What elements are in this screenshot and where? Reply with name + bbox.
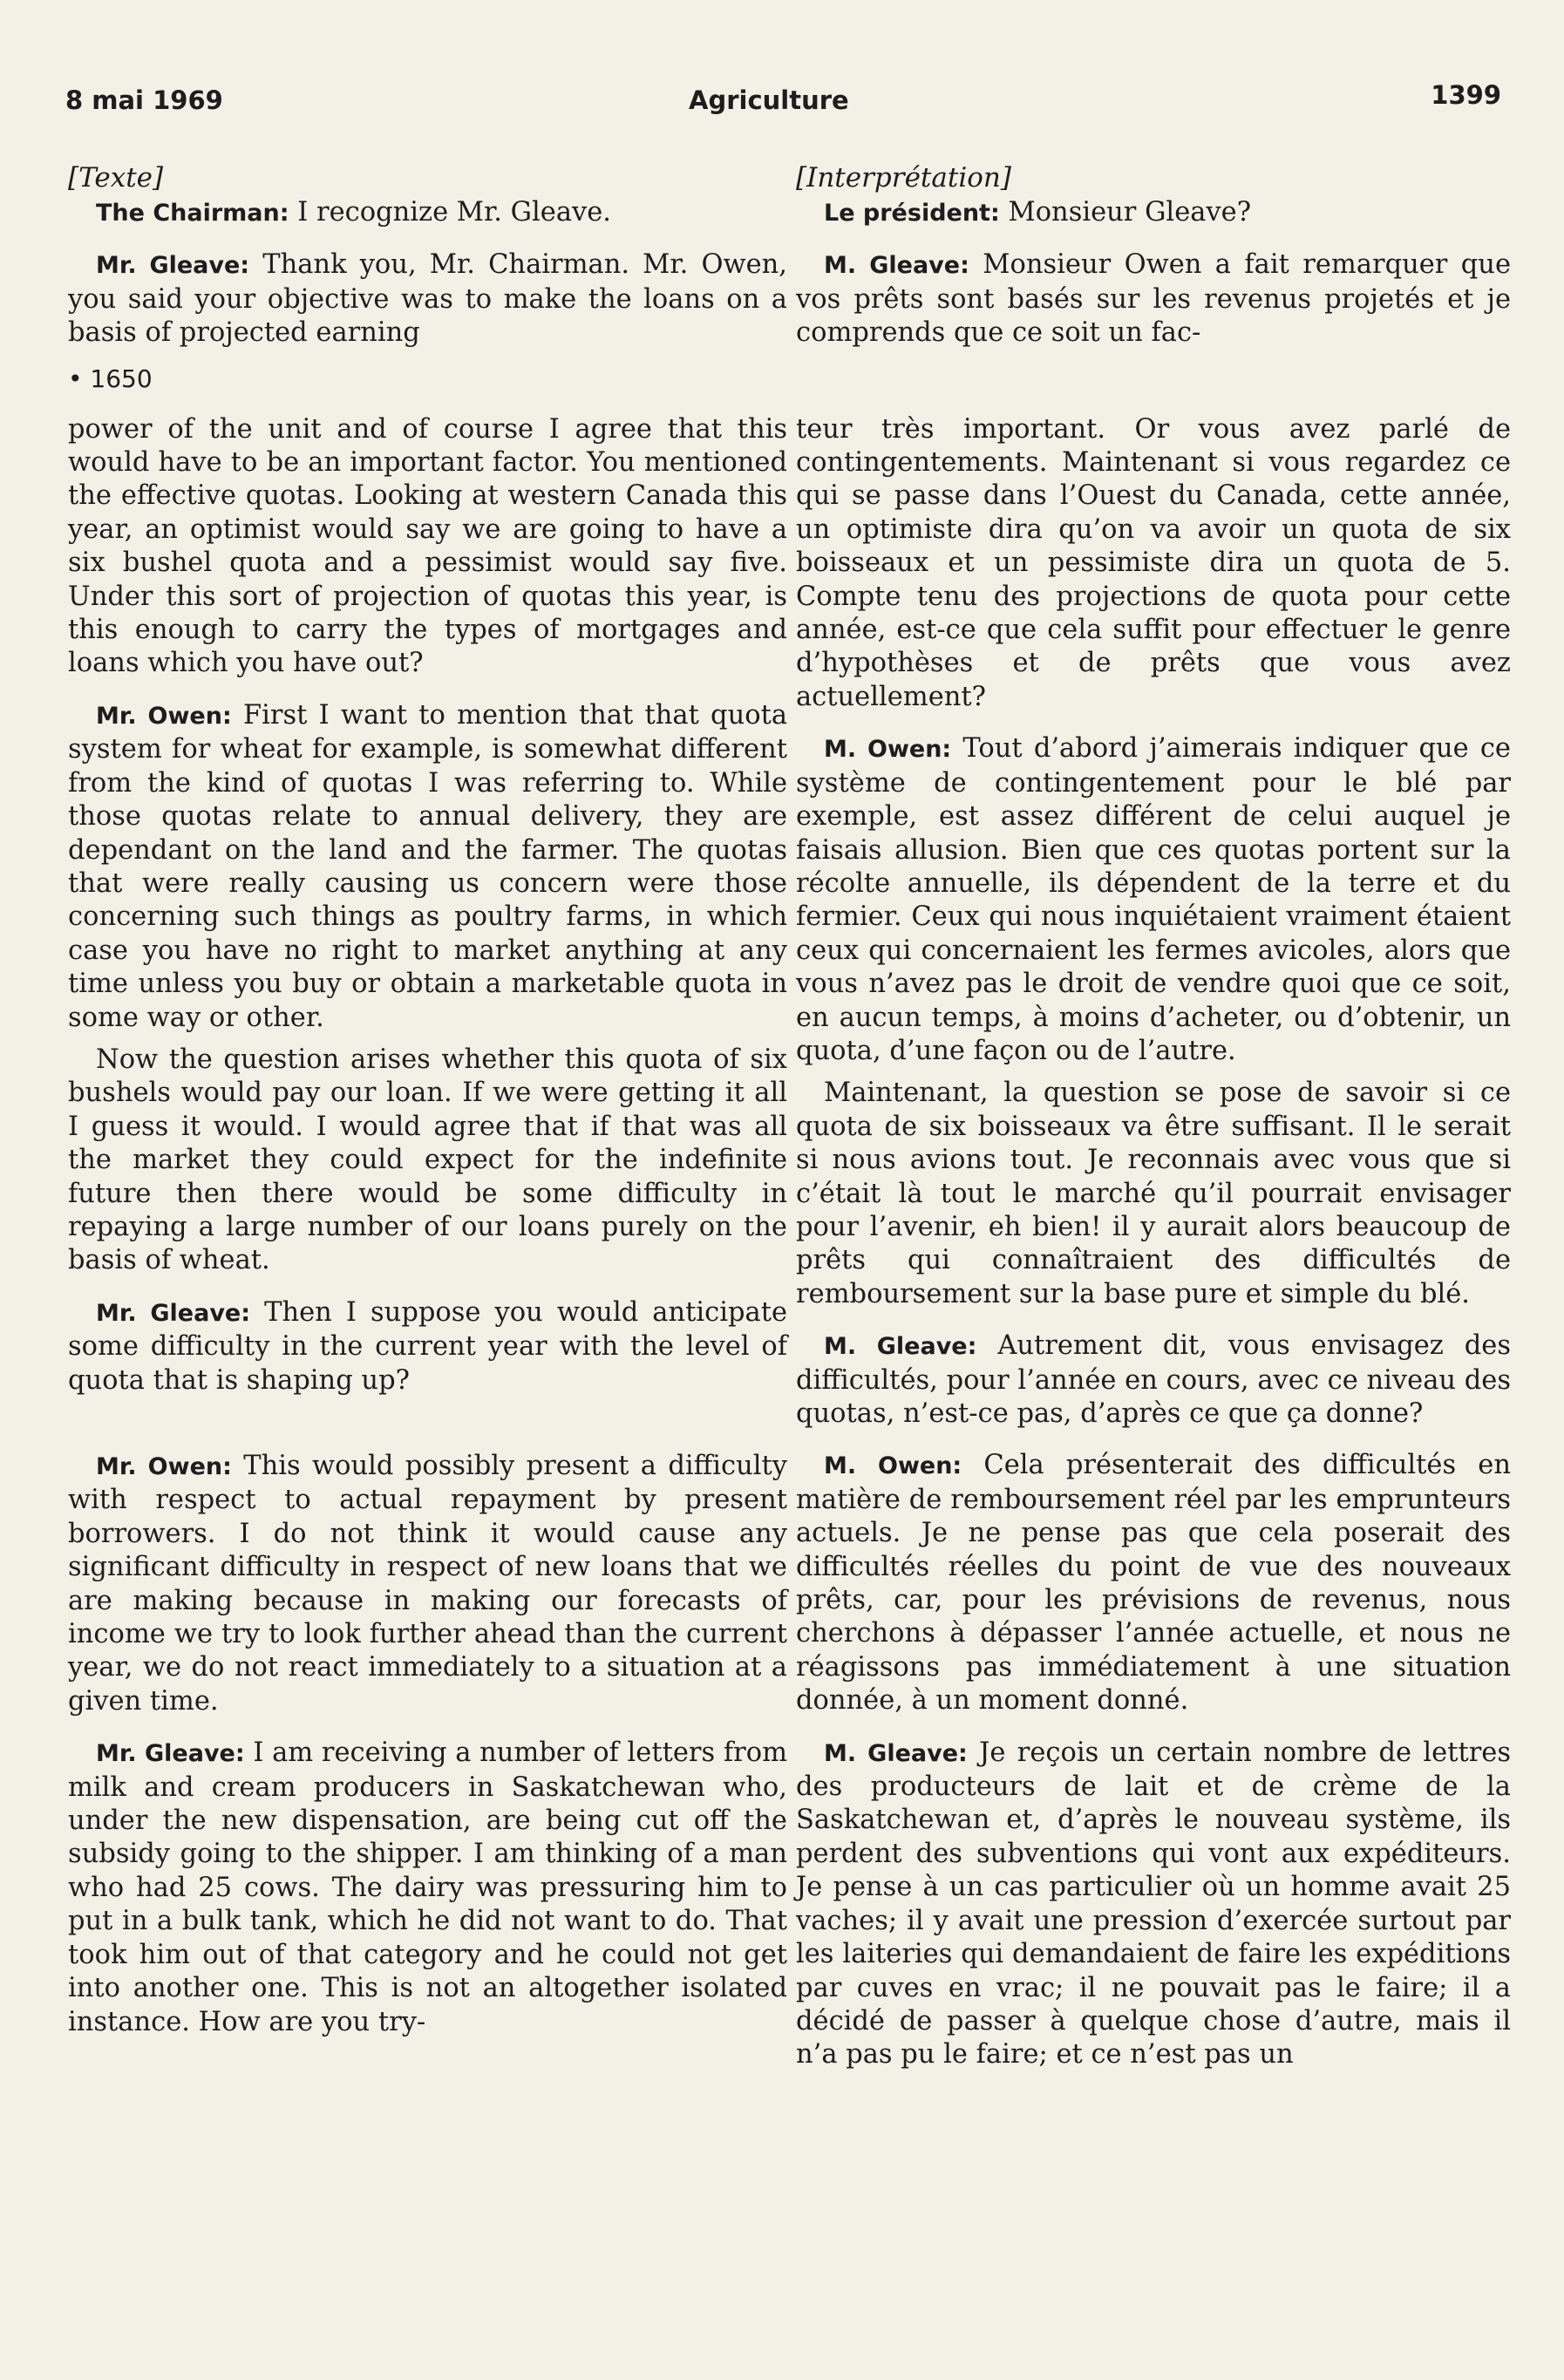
paragraph-text: I recognize Mr. Gleave. [289, 197, 611, 228]
paragraph-text: Now the question arises whether this quota of six bushels would pay our loan. If we were getting it all I guess it would. I would agree that if that was all the market they could expect for the indefinite future then there would be some difficulty in repaying a large number of our loans purely on the basis of wheat. [68, 1044, 787, 1276]
paragraph-text: Thank you, Mr. Chairman. Mr. Owen, you said your objective was to make the loans on a basis of projected earning [68, 249, 787, 349]
paragraph [68, 196, 787, 230]
paragraph-text: Cela présenterait des difficultés en matière de remboursement réel par les emprunteurs actuels. Je ne pense pas que cela poserait des difficultés réelles du point de vue des nouveaux prêts, car, pour les prévisions de revenus, nous cherchons à dépasser l’année actuelle, et nous ne réagissons pas immédiatement à une situation donnée, à un moment donné. [796, 1450, 1511, 1717]
paragraph [68, 1044, 787, 1278]
paragraph [796, 732, 1511, 1068]
paragraph-text: Je reçois un certain nombre de lettres des producteurs de lait et de crème de la Saskatchewan et, d’après le nouveau système, ils perdent des subventions qui vont aux expéditeurs. Je pense à un cas particulier où un homme avait 25 vaches; il y avait une pression d’exercée surtout par les laiteries qui demandaient de faire les expéditions par cuves en vrac; il ne pouvait pas le faire; il a décidé de passer à quelque chose d’autre, mais il n’a pas pu le faire; et ce n’est pas un [796, 1737, 1511, 2071]
speaker-label: The Chairman: [96, 200, 289, 227]
paragraph-text: Monsieur Gleave? [999, 197, 1252, 228]
paragraph [68, 1737, 787, 2039]
speaker-label: Mr. Gleave: [96, 1299, 251, 1327]
paragraph [796, 1737, 1511, 2072]
paragraph [68, 1296, 787, 1397]
header-date: 8 mai 1969 [65, 85, 223, 115]
paragraph-text: Monsieur Owen a fait remarquer que vos prêts sont basés sur les revenus projetés et je comprends que ce soit un fac- [796, 249, 1511, 349]
speaker-label: M. Gleave: [824, 1333, 977, 1361]
paragraph [68, 699, 787, 1035]
speaker-label: Mr. Gleave: [96, 1740, 245, 1768]
paragraph [796, 1449, 1511, 1717]
page-header [63, 80, 1501, 129]
paragraph [796, 248, 1511, 350]
paragraph-text: Then I suppose you would anticipate some difficulty in the current year with the level of quota that is shaping up? [68, 1296, 788, 1396]
section-tag: [Interprétation] [796, 162, 1011, 194]
paragraph-text: teur très important. Or vous avez parlé de contingentements. Maintenant si vous regardez ce qui se passe dans l’Ouest du Canada, cette année, un optimiste dira qu’on va avoir un quota de six boisseaux et un pessimiste dira un quota de 5. Compte tenu des projections de quota pour cette année, est-ce que cela suffit pour effectuer le genre d’hypothèses et de prêts que vous avez actuellement? [796, 413, 1511, 712]
paragraph [68, 413, 787, 681]
time-marker: • 1650 [68, 364, 153, 393]
speaker-label: M. Owen: [824, 736, 952, 764]
speaker-label: M. Owen: [824, 1452, 962, 1480]
paragraph-text: Autrement dit, vous envisagez des difficultés, pour l’année en cours, avec ce niveau des quotas, n’est-ce pas, d’après ce que ça donne? [796, 1330, 1511, 1429]
speaker-label: Le président: [824, 200, 1000, 227]
header-title: Agriculture [689, 85, 849, 115]
paragraph [796, 1329, 1511, 1431]
paragraph-text: power of the unit and of course I agree that this would have to be an important factor. You mentioned the effective quotas. Looking at western Canada this year, an optimist would say we are going to have a six bushel quota and a pessimist would say five. Under this sort of projection of quotas this year, is this enough to carry the types of mortgages and loans which you have out? [68, 413, 787, 679]
speaker-label: Mr. Owen: [96, 702, 232, 730]
speaker-label: M. Gleave: [824, 252, 969, 280]
paragraph [796, 196, 1511, 230]
paragraph-text: First I want to mention that that quota system for wheat for example, is somewhat different from the kind of quotas I was referring to. While those quotas relate to annual delivery, they are dependant on the land and the farmer. The quotas that were really causing us concern were those concerning such things as poultry farms, in which case you have no right to market anything at any time unless you buy or obtain a marketable quota in some way or other. [68, 699, 788, 1033]
section-tag: [Texte] [68, 162, 164, 194]
paragraph-text: Tout d’abord j’aimerais indiquer que ce système de contingentement pour le blé par exemple, est assez différent de celui auquel je faisais allusion. Bien que ces quotas portent sur la récolte annuelle, ils dépendent de la terre et du fermier. Ceux qui nous inquiétaient vraiment étaient ceux qui concernaient les fermes avicoles, alors que vous n’avez pas le droit de vendre quoi que ce soit, en aucun temps, à moins d’acheter, ou d’obtenir, un quota, d’une façon ou de l’autre. [796, 733, 1511, 1066]
speaker-label: M. Gleave: [824, 1739, 968, 1767]
paragraph [68, 248, 787, 350]
speaker-label: Mr. Gleave: [96, 252, 250, 280]
page-number: 1399 [1431, 80, 1501, 110]
speaker-label: Mr. Owen: [96, 1453, 232, 1480]
paragraph-text: I am receiving a number of letters from milk and cream producers in Saskatchewan who, under the new dispensation, are being cut off the subsidy going to the shipper. I am thinking of a man who had 25 cows. The dairy was pressuring him to put in a bulk tank, which he did not want to do. That took him out of that category and he could not get into another one. This is not an altogether isolated instance. How are you try- [68, 1737, 787, 2037]
left-column [68, 161, 787, 2039]
paragraph [68, 1450, 787, 1718]
paragraph-text: This would possibly present a difficulty with respect to actual repayment by present borrowers. I do not think it would cause any significant difficulty in respect of new loans that we are making because in making our forecasts of income we try to look further ahead than the current year, we do not react immediately to a situation at a given time. [68, 1451, 787, 1717]
right-column [796, 161, 1511, 2072]
paragraph [796, 1077, 1511, 1311]
paragraph [796, 413, 1511, 715]
paragraph-text: Maintenant, la question se pose de savoir si ce quota de six boisseaux va être suffisant. Il le serait si nous avions tout. Je reconnais avec vous que si c’était là tout le marché qu’il pourrait envisager pour l’avenir, eh bien! il y aurait alors beaucoup de prêts qui connaîtraient des difficultés de remboursement sur la base pure et simple du blé. [796, 1078, 1511, 1309]
